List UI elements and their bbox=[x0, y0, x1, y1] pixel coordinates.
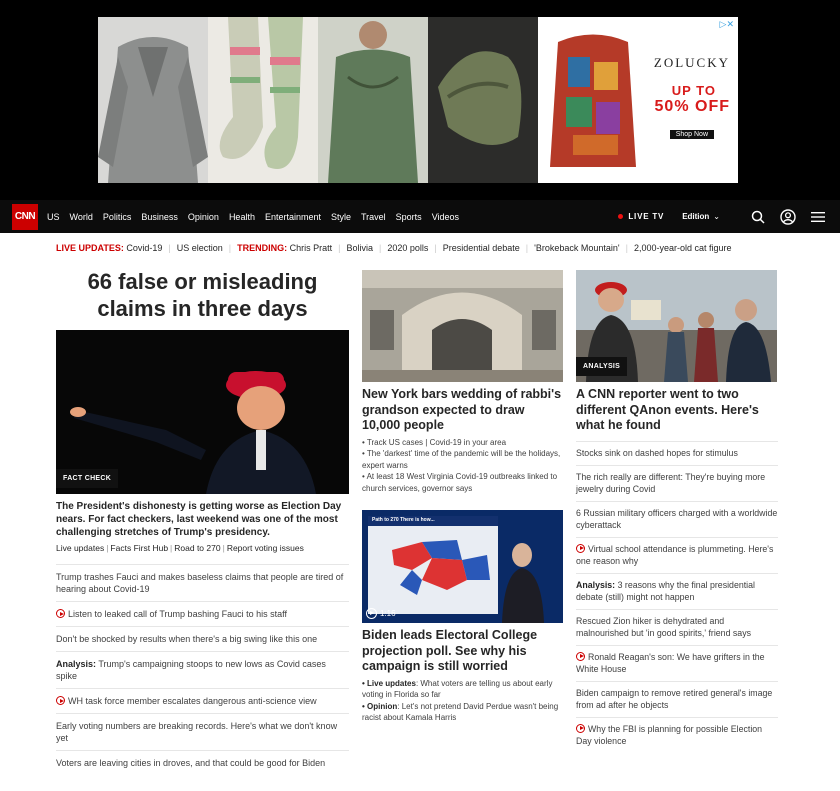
list-item[interactable] bbox=[56, 601, 349, 626]
electoral-video-thumbnail[interactable] bbox=[362, 510, 563, 623]
nav-link-politics[interactable]: Politics bbox=[102, 211, 132, 222]
related-bullet[interactable] bbox=[362, 701, 563, 724]
trending-item[interactable]: 2,000-year-old cat figure bbox=[633, 243, 732, 253]
advertisement-banner[interactable] bbox=[98, 17, 738, 183]
play-video-icon bbox=[56, 609, 65, 618]
nav-links bbox=[47, 212, 469, 222]
play-video-icon bbox=[56, 696, 65, 705]
trending-item[interactable]: Chris Pratt bbox=[289, 243, 333, 253]
related-link[interactable]: Facts First Hub bbox=[110, 543, 169, 553]
cnn-logo[interactable]: CNN bbox=[12, 204, 38, 230]
list-item[interactable] bbox=[576, 537, 778, 573]
lead-headline[interactable]: 66 false or misleading claims in three days bbox=[87, 269, 318, 321]
story-text: Trump trashes Fauci and makes baseless claims that people are tired of hearing about Covid-19 bbox=[56, 572, 344, 594]
story-text: The rich really are different: They're buying more jewelry during Covid bbox=[576, 471, 766, 494]
list-item[interactable] bbox=[56, 564, 349, 601]
related-bullet[interactable]: • The 'darkest' time of the pandemic will be the holidays, expert warns bbox=[362, 449, 561, 470]
nav-link-videos[interactable]: Videos bbox=[431, 211, 460, 222]
trending-item[interactable]: 'Brokeback Mountain' bbox=[534, 243, 620, 253]
edition-selector[interactable]: Edition bbox=[682, 212, 710, 221]
related-bullet[interactable] bbox=[362, 678, 563, 701]
account-icon[interactable] bbox=[780, 209, 796, 225]
menu-icon[interactable] bbox=[810, 209, 826, 225]
list-item[interactable] bbox=[56, 750, 349, 775]
live-updates-label: LIVE UPDATES: bbox=[56, 243, 124, 253]
related-link[interactable]: Report voting issues bbox=[226, 543, 304, 553]
list-item[interactable] bbox=[56, 713, 349, 750]
list-item[interactable] bbox=[576, 573, 778, 609]
nav-link-opinion[interactable]: Opinion bbox=[187, 211, 219, 222]
list-item[interactable] bbox=[56, 688, 349, 713]
play-video-icon bbox=[576, 652, 585, 661]
divider: | bbox=[222, 543, 225, 553]
middle-column bbox=[362, 270, 563, 724]
video-duration bbox=[366, 608, 396, 619]
lead-related-links bbox=[56, 543, 349, 553]
bullet-text: : What voters are telling us about early voting in Florida so far bbox=[362, 678, 553, 699]
story-text: Early voting numbers are breaking records. Here's what we don't know yet bbox=[56, 721, 338, 743]
ad-brand-panel[interactable] bbox=[648, 17, 738, 183]
ad-deal-text: UP TO bbox=[671, 83, 716, 98]
lead-story-column bbox=[56, 268, 349, 775]
play-icon[interactable] bbox=[366, 608, 377, 619]
map-title: Path to 270 There is how... bbox=[372, 517, 435, 523]
nav-link-us[interactable]: US bbox=[47, 211, 60, 222]
electoral-story-bullets bbox=[362, 678, 563, 724]
nav-utilities bbox=[618, 200, 826, 233]
divider: | bbox=[168, 243, 171, 253]
right-story-list bbox=[576, 441, 778, 753]
list-item[interactable] bbox=[576, 717, 778, 753]
live-tv-link[interactable]: LIVE TV bbox=[628, 212, 665, 221]
story-text: Stocks sink on dashed hopes for stimulus bbox=[576, 447, 738, 458]
story-label: Analysis: bbox=[56, 659, 97, 669]
divider: | bbox=[228, 243, 232, 253]
play-video-icon bbox=[576, 724, 585, 733]
qanon-story-image[interactable] bbox=[576, 270, 777, 382]
story-text: Voters are leaving cities in droves, and that could be good for Biden bbox=[56, 758, 326, 768]
story-text: Rescued Zion hiker is dehydrated and malnourished but 'in good spirits,' friend says bbox=[576, 615, 751, 638]
left-story-list bbox=[56, 564, 349, 775]
ad-close-icon[interactable]: ▷✕ bbox=[719, 19, 734, 29]
list-item[interactable] bbox=[576, 645, 778, 681]
chevron-down-icon[interactable]: ⌄ bbox=[713, 212, 720, 221]
list-item[interactable] bbox=[576, 465, 778, 501]
story-text: Trump's campaigning stoops to new lows as Covid cases spike bbox=[56, 659, 326, 681]
story-text: Why the FBI is planning for possible Election Day violence bbox=[576, 723, 763, 746]
divider: | bbox=[170, 543, 173, 553]
story-text: Listen to leaked call of Trump bashing Fauci to his staff bbox=[68, 609, 287, 619]
list-item[interactable] bbox=[576, 609, 778, 645]
nav-link-sports[interactable]: Sports bbox=[395, 211, 422, 222]
nav-link-style[interactable]: Style bbox=[330, 211, 351, 222]
analysis-tag: ANALYSIS bbox=[576, 357, 627, 376]
divider: | bbox=[525, 243, 529, 253]
list-item[interactable] bbox=[56, 651, 349, 688]
divider: | bbox=[434, 243, 437, 253]
main-navigation bbox=[0, 200, 840, 233]
trending-item-covid[interactable]: Covid-19 bbox=[126, 243, 163, 253]
nav-link-entertainment[interactable]: Entertainment bbox=[264, 211, 321, 222]
related-link[interactable]: Road to 270 bbox=[174, 543, 221, 553]
wedding-story-bullets bbox=[362, 437, 563, 495]
related-link[interactable]: Live updates bbox=[56, 543, 105, 553]
fact-check-tag: FACT CHECK bbox=[56, 469, 118, 488]
trending-item-election[interactable]: US election bbox=[176, 243, 223, 253]
right-column bbox=[576, 270, 778, 753]
trending-label: TRENDING: bbox=[237, 243, 288, 253]
story-text: WH task force member escalates dangerous anti-science view bbox=[68, 696, 317, 706]
list-item[interactable] bbox=[576, 441, 778, 465]
related-bullet[interactable]: • At least 18 West Virginia Covid-19 outbreaks linked to church services, governor says bbox=[362, 472, 558, 493]
trending-item[interactable]: 2020 polls bbox=[387, 243, 429, 253]
nav-link-health[interactable]: Health bbox=[228, 211, 255, 222]
play-video-icon bbox=[576, 544, 585, 553]
list-item[interactable] bbox=[576, 501, 778, 537]
trending-bar bbox=[56, 243, 732, 253]
ad-product-blouse[interactable] bbox=[318, 17, 428, 183]
story-text: 6 Russian military officers charged with a worldwide cyberattack bbox=[576, 507, 778, 530]
ad-deal-percent: 50% OFF bbox=[654, 98, 730, 115]
divider: | bbox=[379, 243, 382, 253]
list-item[interactable] bbox=[56, 626, 349, 651]
trending-item[interactable]: Bolivia bbox=[346, 243, 373, 253]
lead-summary[interactable]: The President's dishonesty is getting worse as Election Day nears. For fact checkers, last weekend was one of the most challenging stretches of Trump's presidency. bbox=[56, 501, 342, 538]
bullet-label: • Live updates bbox=[362, 678, 416, 688]
divider: | bbox=[625, 243, 628, 253]
ad-shop-now-button[interactable]: Shop Now bbox=[670, 130, 714, 139]
story-text: Virtual school attendance is plummeting. Here's one reason why bbox=[576, 543, 774, 566]
ad-brand-logo: ZOLUCKY bbox=[653, 55, 730, 70]
live-dot-icon bbox=[618, 214, 623, 219]
ad-band bbox=[0, 0, 840, 200]
electoral-story-headline[interactable]: Biden leads Electoral College projection poll. See why his campaign is still worried bbox=[362, 628, 538, 673]
ad-product-sweater[interactable] bbox=[98, 17, 208, 183]
search-icon[interactable] bbox=[750, 209, 766, 225]
divider: | bbox=[338, 243, 341, 253]
ad-product-socks[interactable] bbox=[208, 17, 318, 183]
wedding-story-headline[interactable]: New York bars wedding of rabbi's grandson expected to draw 10,000 people bbox=[362, 387, 562, 432]
wedding-story-image[interactable] bbox=[362, 270, 563, 382]
story-text: Biden campaign to remove retired general's image from ad after he objects bbox=[576, 687, 773, 710]
nav-link-business[interactable]: Business bbox=[141, 211, 178, 222]
ad-product-patchwork-top[interactable] bbox=[538, 17, 648, 183]
qanon-story-headline[interactable]: A CNN reporter went to two different QAnon events. Here's what he found bbox=[576, 387, 759, 432]
nav-link-world[interactable]: World bbox=[69, 211, 93, 222]
divider: | bbox=[106, 543, 109, 553]
ad-product-shoes[interactable] bbox=[428, 17, 538, 183]
story-text: 3 reasons why the final presidential debate (still) might not happen bbox=[576, 579, 755, 602]
duration-label: 1:16 bbox=[380, 609, 396, 618]
list-item[interactable] bbox=[576, 681, 778, 717]
story-label: Analysis: bbox=[576, 579, 616, 590]
bullet-text: : Let's not pretend David Perdue wasn't being racist about Kamala Harris bbox=[362, 701, 559, 722]
bullet-label: • Opinion bbox=[362, 701, 398, 711]
story-text: Ronald Reagan's son: We have grifters in the White House bbox=[576, 651, 765, 674]
story-text: Don't be shocked by results when there's a big swing like this one bbox=[56, 634, 318, 644]
related-bullet[interactable]: • Track US cases | Covid-19 in your area bbox=[362, 437, 507, 447]
nav-link-travel[interactable]: Travel bbox=[361, 211, 386, 222]
trending-item[interactable]: Presidential debate bbox=[442, 243, 520, 253]
lead-image[interactable] bbox=[56, 330, 349, 494]
